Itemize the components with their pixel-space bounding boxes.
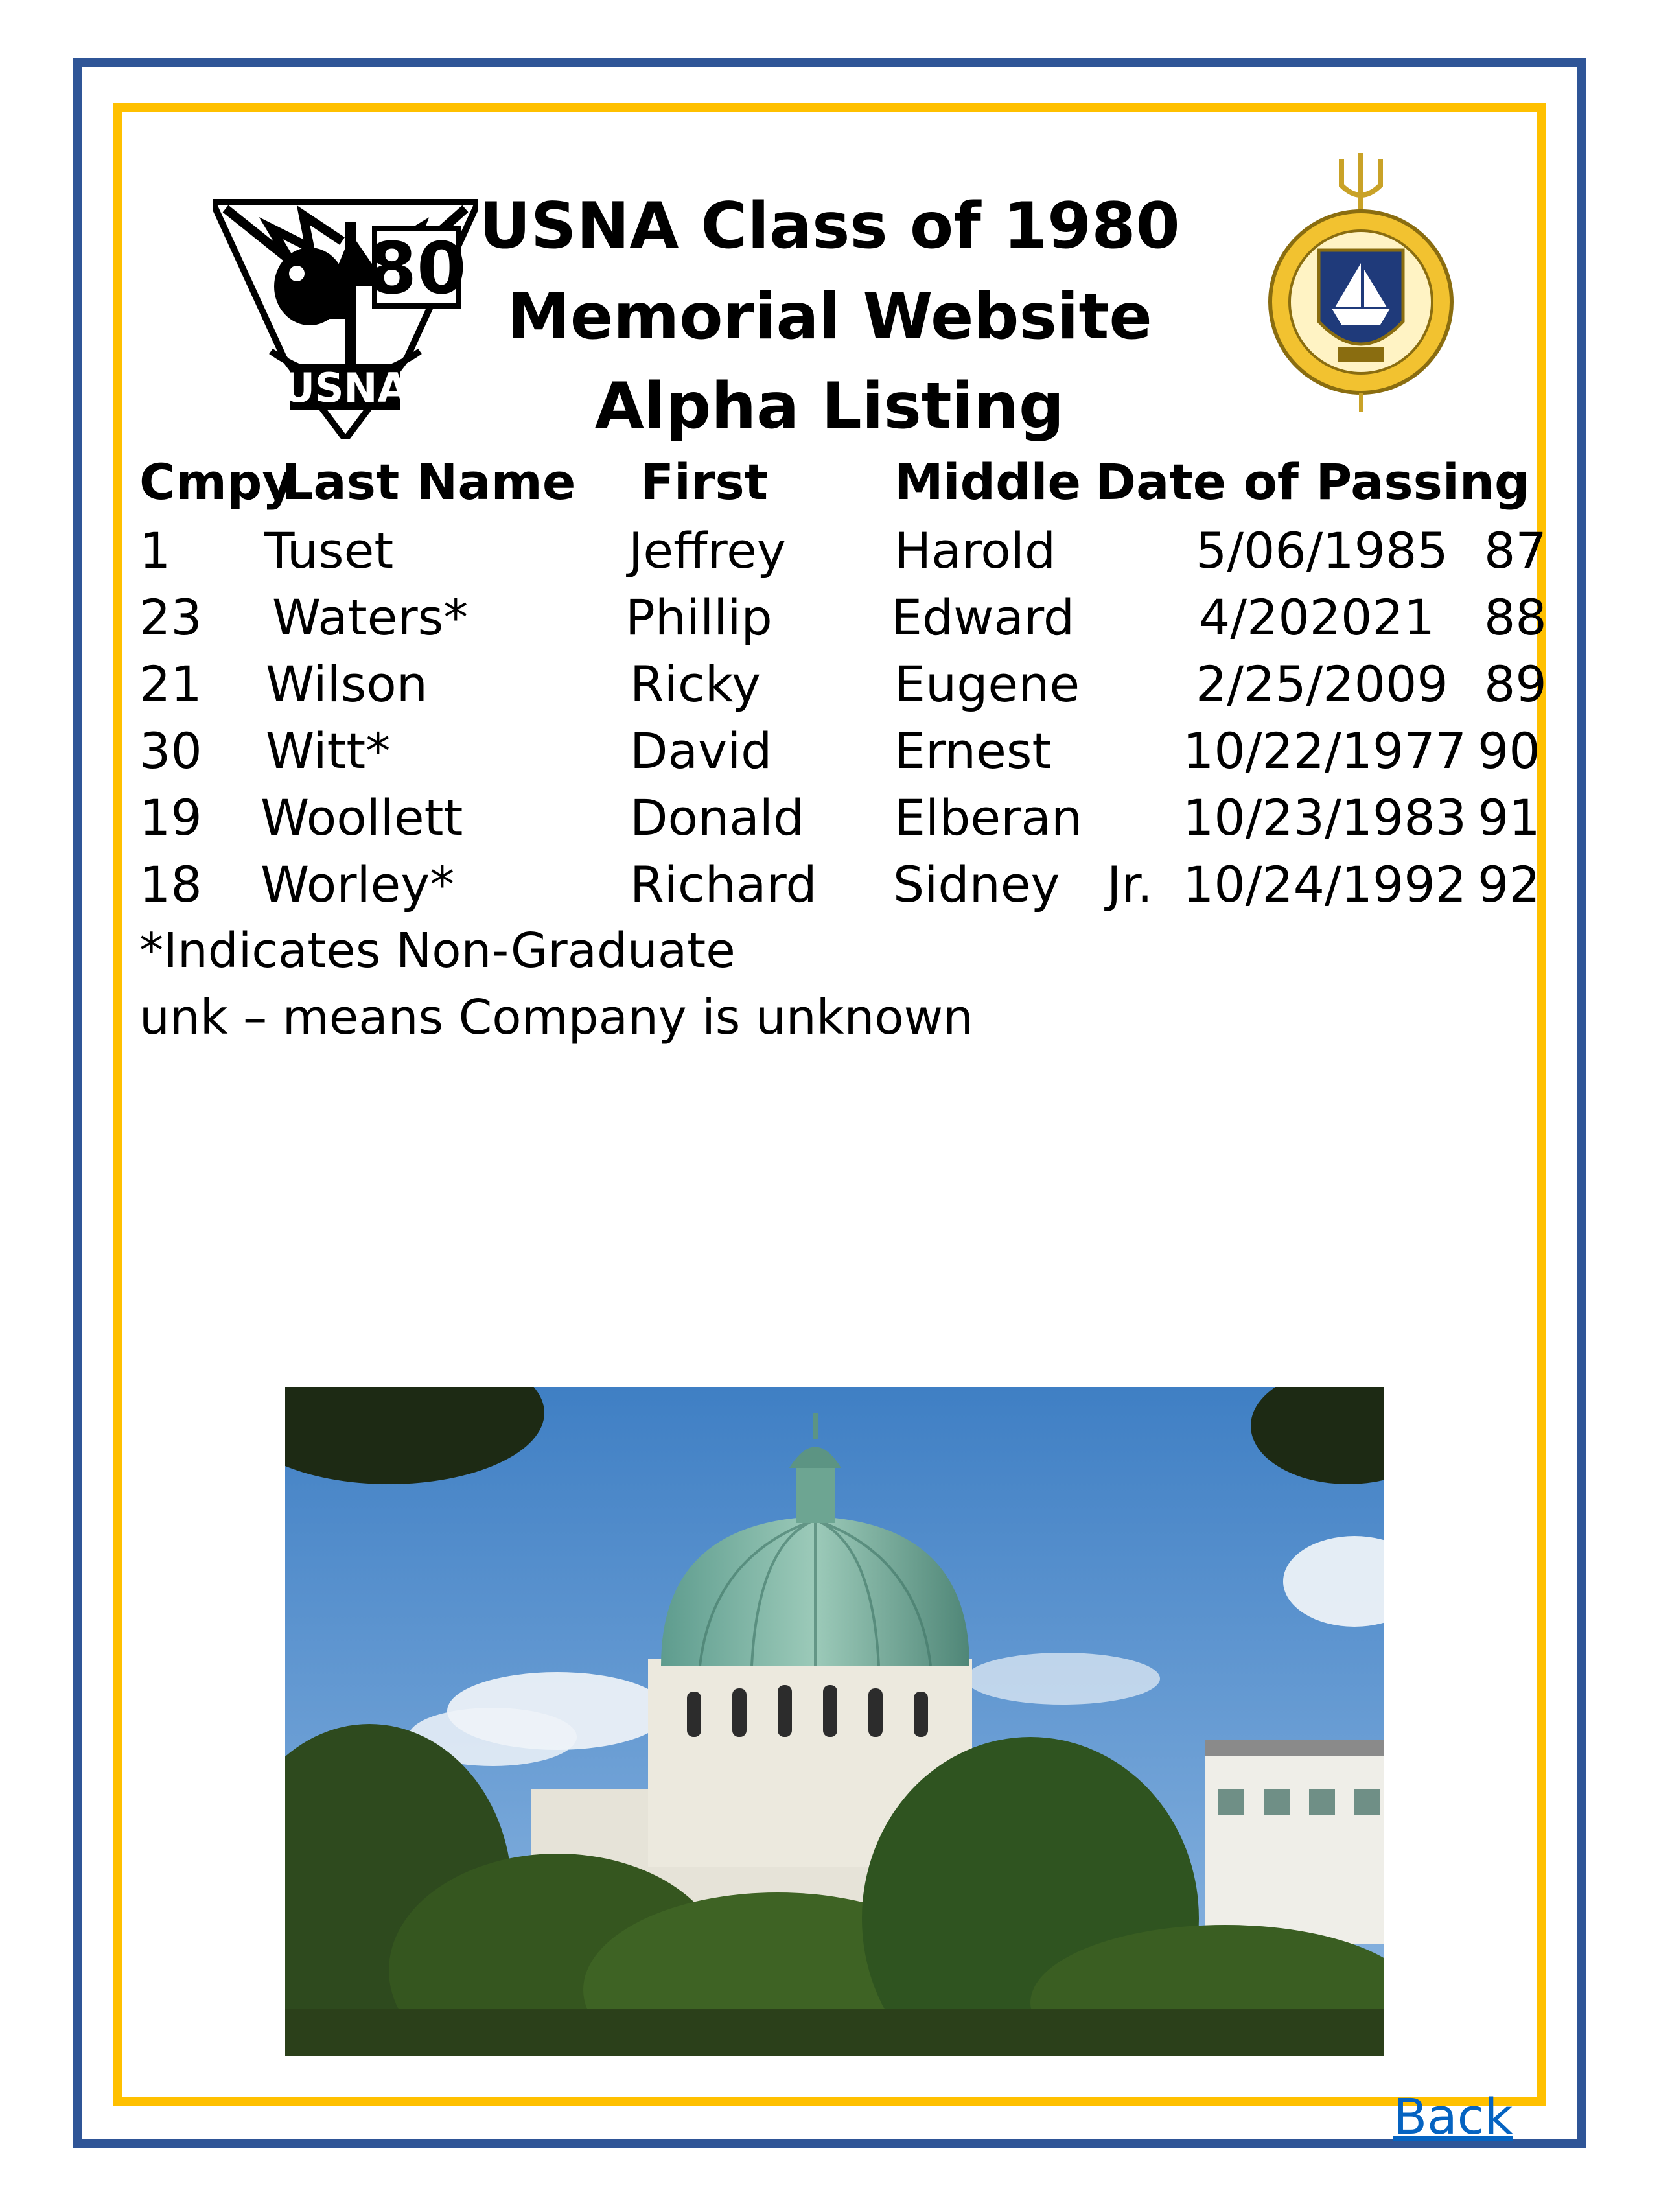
row-1-first: Jeffrey bbox=[629, 522, 786, 579]
row-2-date: 4/202021 bbox=[1199, 588, 1435, 646]
row-3-middle: Eugene bbox=[894, 655, 1080, 713]
row-1-date: 5/06/1985 bbox=[1196, 522, 1448, 579]
row-5-date: 10/23/1983 bbox=[1183, 789, 1467, 846]
svg-text:80: 80 bbox=[367, 227, 467, 310]
row-1-cmpy: 1 bbox=[139, 522, 171, 579]
row-5-cmpy: 19 bbox=[139, 789, 202, 846]
row-1-number: 87 bbox=[1484, 522, 1547, 579]
row-5-last: Woollett bbox=[261, 789, 463, 846]
header-last-name: Last Name bbox=[282, 453, 576, 511]
row-1-middle: Harold bbox=[894, 522, 1056, 579]
row-4-date: 10/22/1977 bbox=[1183, 722, 1467, 780]
row-1-last: Tuset bbox=[264, 522, 394, 579]
row-2-last: Waters* bbox=[272, 588, 469, 646]
row-2-middle: Edward bbox=[891, 588, 1075, 646]
row-4-middle: Ernest bbox=[894, 722, 1052, 780]
row-3-number: 89 bbox=[1484, 655, 1547, 713]
row-2-first: Phillip bbox=[625, 588, 772, 646]
row-4-first: David bbox=[630, 722, 772, 780]
row-6-first: Richard bbox=[630, 856, 817, 913]
row-5-first: Donald bbox=[630, 789, 805, 846]
chapel-dome-photo bbox=[285, 1387, 1384, 2056]
naval-academy-seal-icon bbox=[1264, 153, 1458, 412]
page-title-line2: Memorial Website bbox=[507, 280, 1152, 354]
row-4-cmpy: 30 bbox=[139, 722, 202, 780]
class-crest-icon bbox=[213, 189, 478, 439]
row-6-cmpy: 18 bbox=[139, 856, 202, 913]
row-6-last: Worley* bbox=[261, 856, 455, 913]
row-3-first: Ricky bbox=[630, 655, 761, 713]
header-date-of-passing: Date of Passing bbox=[1095, 453, 1530, 511]
row-2-cmpy: 23 bbox=[139, 588, 202, 646]
row-4-number: 90 bbox=[1478, 722, 1540, 780]
svg-text:USNA: USNA bbox=[282, 364, 409, 412]
row-4-last: Witt* bbox=[266, 722, 391, 780]
row-6-date: 10/24/1992 bbox=[1183, 856, 1467, 913]
row-3-date: 2/25/2009 bbox=[1196, 655, 1448, 713]
page-title-line3: Alpha Listing bbox=[594, 369, 1065, 443]
row-5-number: 91 bbox=[1478, 789, 1540, 846]
row-2-number: 88 bbox=[1484, 588, 1547, 646]
row-6-middle: Sidney Jr. bbox=[893, 856, 1153, 913]
row-6-number: 92 bbox=[1478, 856, 1540, 913]
header-first: First bbox=[640, 453, 769, 511]
note-company-unknown: unk – means Company is unknown bbox=[139, 990, 974, 1045]
header-cmpy: Cmpy bbox=[139, 453, 294, 511]
row-3-cmpy: 21 bbox=[139, 655, 202, 713]
page-title-line1: USNA Class of 1980 bbox=[479, 189, 1180, 263]
back-link[interactable]: Back bbox=[1393, 2088, 1513, 2145]
row-5-middle: Elberan bbox=[894, 789, 1083, 846]
row-3-last: Wilson bbox=[266, 655, 428, 713]
note-non-graduate: *Indicates Non-Graduate bbox=[139, 923, 736, 979]
header-middle: Middle bbox=[894, 453, 1082, 511]
